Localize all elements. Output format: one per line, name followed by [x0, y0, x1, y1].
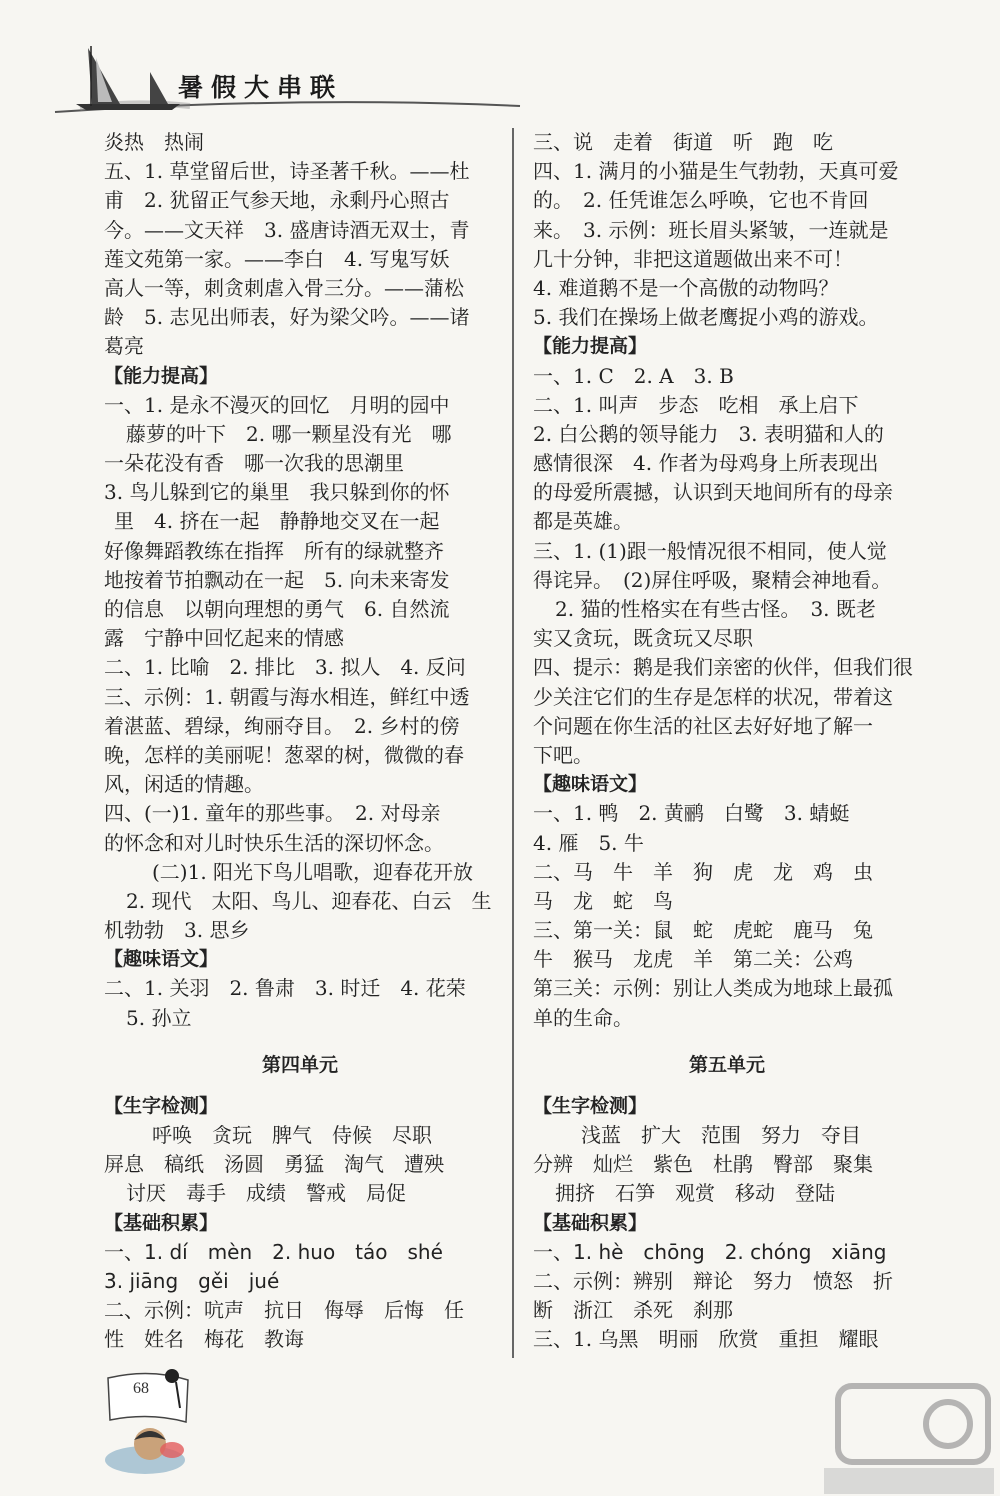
right-block2: [533, 362, 921, 771]
text-line: 二、示例：辨别 辩论 努力 愤怒 折: [533, 1268, 893, 1293]
text-line: 呼唤 贪玩 脾气 侍候 尽职: [152, 1123, 432, 1147]
text-line: 拥挤 石笋 观赏 移动 登陆: [555, 1181, 835, 1206]
section-heading-fun: 【趣味语文】: [533, 773, 648, 796]
text-line: 风，闲适的情趣。: [104, 772, 264, 797]
text-line: 三、1. 乌黑 明丽 欣赏 重担 耀眼: [533, 1327, 879, 1352]
header-title: 暑假大串联: [178, 73, 344, 102]
text-line: 三、第一关：鼠 蛇 虎蛇 鹿马 兔: [533, 918, 873, 943]
text-line: 的信息 以朝向理想的勇气 6. 自然流: [104, 597, 450, 621]
right-block1: [533, 128, 921, 332]
text-line: 三、1. (1)跟一般情况很不相同，使人觉: [533, 538, 887, 563]
text-line: 四、1. 满月的小猫是生气勃勃，天真可爱: [533, 159, 899, 184]
section-heading-chars: 【生字检测】: [104, 1094, 219, 1117]
section-heading-basic: 【基础积累】: [104, 1211, 219, 1234]
text-line: 二、1. 关羽 2. 鲁肃 3. 时迁 4. 花荣: [104, 976, 466, 1001]
text-line: 一、1. C 2. A 3. B: [533, 363, 734, 388]
text-line: 分辨 灿烂 紫色 杜鹃 臀部 聚集: [533, 1152, 873, 1177]
text-line: 龄 5. 志见出师表，好为梁父吟。——诸: [104, 305, 470, 330]
text-line: 露 宁静中回忆起来的情感: [104, 626, 344, 651]
text-line: 牛 猴马 龙虎 羊 第二关：公鸡: [533, 947, 853, 972]
text-line: 4. 雁 5. 牛: [533, 830, 644, 855]
text-line: 得诧异。 (2)屏住呼吸，聚精会神地看。: [533, 567, 892, 592]
text-line: 来。 3. 示例：班长眉头紧皱，一连就是: [533, 217, 889, 242]
text-line: 性 姓名 梅花 教诲: [104, 1327, 304, 1352]
text-line: 地按着节拍飘动在一起 5. 向未来寄发: [104, 567, 450, 592]
text-line: 断 浙江 杀死 刹那: [533, 1298, 733, 1323]
sailboat-illustration: [0, 0, 1000, 125]
text-line: 都是英雄。: [533, 509, 633, 534]
text-line: 马 龙 蛇 鸟: [533, 888, 673, 913]
text-line: 5. 孙立: [126, 1005, 192, 1030]
text-line: 讨厌 毒手 成绩 警戒 局促: [126, 1181, 406, 1206]
text-line: 的怀念和对儿时快乐生活的深切怀念。: [104, 830, 444, 855]
right-column: [533, 128, 921, 1355]
text-line: 的。 2. 任凭谁怎么呼唤，它也不肯回: [533, 188, 869, 213]
text-line: 三、说 走着 街道 听 跑 吃: [533, 130, 833, 154]
text-line: 五、1. 草堂留后世，诗圣著千秋。——杜: [104, 159, 470, 184]
text-line: 5. 我们在操场上做老鹰捉小鸡的游戏。: [533, 305, 879, 330]
text-line: 炎热 热闹: [104, 130, 204, 154]
text-line: 二、1. 叫声 步态 吃相 承上启下: [533, 392, 859, 417]
text-line: 3. jiāng gěi jué: [104, 1268, 280, 1293]
text-line: 少关注它们的生存是怎样的状况，带着这: [533, 684, 893, 709]
unit-heading-four: 第四单元: [261, 1053, 338, 1076]
page-number: 68: [133, 1380, 149, 1397]
text-line: 二、示例：吭声 抗日 侮辱 后悔 任: [104, 1298, 464, 1323]
text-line: 第三关：示例：别让人类成为地球上最孤: [533, 976, 893, 1001]
left-column: [104, 128, 496, 1355]
text-line: 4. 难道鹅不是一个高傲的动物吗？: [533, 275, 839, 300]
section-heading-ability: 【能力提高】: [104, 364, 219, 387]
section-heading-ability: 【能力提高】: [533, 335, 648, 358]
right-block3: [533, 799, 921, 1033]
unit-heading-five: 第五单元: [688, 1053, 765, 1076]
text-line: 实又贪玩，既贪玩又尽职: [533, 626, 753, 651]
column-divider: [512, 128, 514, 1358]
text-line: 二、马 牛 羊 狗 虎 龙 鸡 虫: [533, 859, 873, 884]
text-line: 今。——文天祥 3. 盛唐诗酒无双士，青: [104, 217, 470, 242]
text-line: 晚，怎样的美丽呢！葱翠的树，微微的春: [104, 742, 464, 767]
text-line: 下吧。: [533, 742, 593, 767]
text-line: 藤萝的叶下 2. 哪一颗星没有光 哪: [126, 421, 452, 446]
left-block1: [104, 128, 496, 362]
page-header: [0, 0, 1000, 125]
text-line: 二、1. 比喻 2. 排比 3. 拟人 4. 反问: [104, 655, 466, 680]
text-line: 四、(一)1. 童年的那些事。 2. 对母亲: [104, 801, 441, 826]
text-line: 浅蓝 扩大 范围 努力 夺目: [581, 1123, 861, 1147]
text-line: 里 4. 挤在一起 静静地交叉在一起: [114, 509, 440, 534]
answer-stamp-logo: [818, 1380, 1000, 1496]
text-line: 一朵花没有香 哪一次我的思潮里: [104, 451, 404, 476]
section-heading-fun: 【趣味语文】: [104, 948, 219, 971]
text-line: 四、提示：鹅是我们亲密的伙伴，但我们很: [533, 655, 913, 680]
text-line: 高人一等，刺贪刺虐入骨三分。——蒲松: [104, 275, 464, 300]
text-line: 的母爱所震撼，认识到天地间所有的母亲: [533, 480, 893, 505]
text-line: 屏息 稿纸 汤圆 勇猛 淘气 遭殃: [104, 1152, 444, 1177]
text-line: 莲文苑第一家。——李白 4. 写鬼写妖: [104, 246, 450, 271]
text-line: 2. 现代 太阳、鸟儿、迎春花、白云 生: [126, 888, 492, 913]
text-line: 2. 白公鹅的领导能力 3. 表明猫和人的: [533, 421, 884, 446]
text-line: 三、示例：1. 朝霞与海水相连，鲜红中透: [104, 684, 470, 709]
left-block2: [104, 391, 496, 946]
section-heading-basic: 【基础积累】: [533, 1211, 648, 1234]
text-line: 3. 鸟儿躲到它的巢里 我只躲到你的怀: [104, 480, 450, 505]
section-heading-chars: 【生字检测】: [533, 1094, 648, 1117]
text-line: 个问题在你生活的社区去好好地了解一: [533, 713, 873, 738]
text-line: 葛亮: [104, 334, 144, 359]
text-line: 着湛蓝、碧绿，绚丽夺目。 2. 乡村的傍: [104, 713, 460, 738]
text-line: 甫 2. 犹留正气参天地，永剩丹心照古: [104, 188, 450, 213]
text-line: 几十分钟，非把这道题做出来不可！: [533, 246, 853, 271]
text-line: 一、1. dí mèn 2. huo táo shé: [104, 1239, 443, 1264]
text-line: (二)1. 阳光下鸟儿唱歌，迎春花开放: [152, 859, 474, 884]
text-line: 2. 猫的性格实在有些古怪。 3. 既老: [555, 597, 876, 621]
text-line: 单的生命。: [533, 1005, 633, 1030]
text-line: 感情很深 4. 作者为母鸡身上所表现出: [533, 451, 879, 476]
text-line: 机勃勃 3. 思乡: [104, 918, 250, 943]
text-line: 一、1. 是永不漫灭的回忆 月明的园中: [104, 392, 450, 417]
text-line: 一、1. hè chōng 2. chóng xiāng: [533, 1239, 887, 1264]
text-line: 好像舞蹈教练在指挥 所有的绿就整齐: [104, 538, 444, 563]
text-line: 一、1. 鸭 2. 黄鹂 白鹭 3. 蜻蜓: [533, 801, 850, 826]
